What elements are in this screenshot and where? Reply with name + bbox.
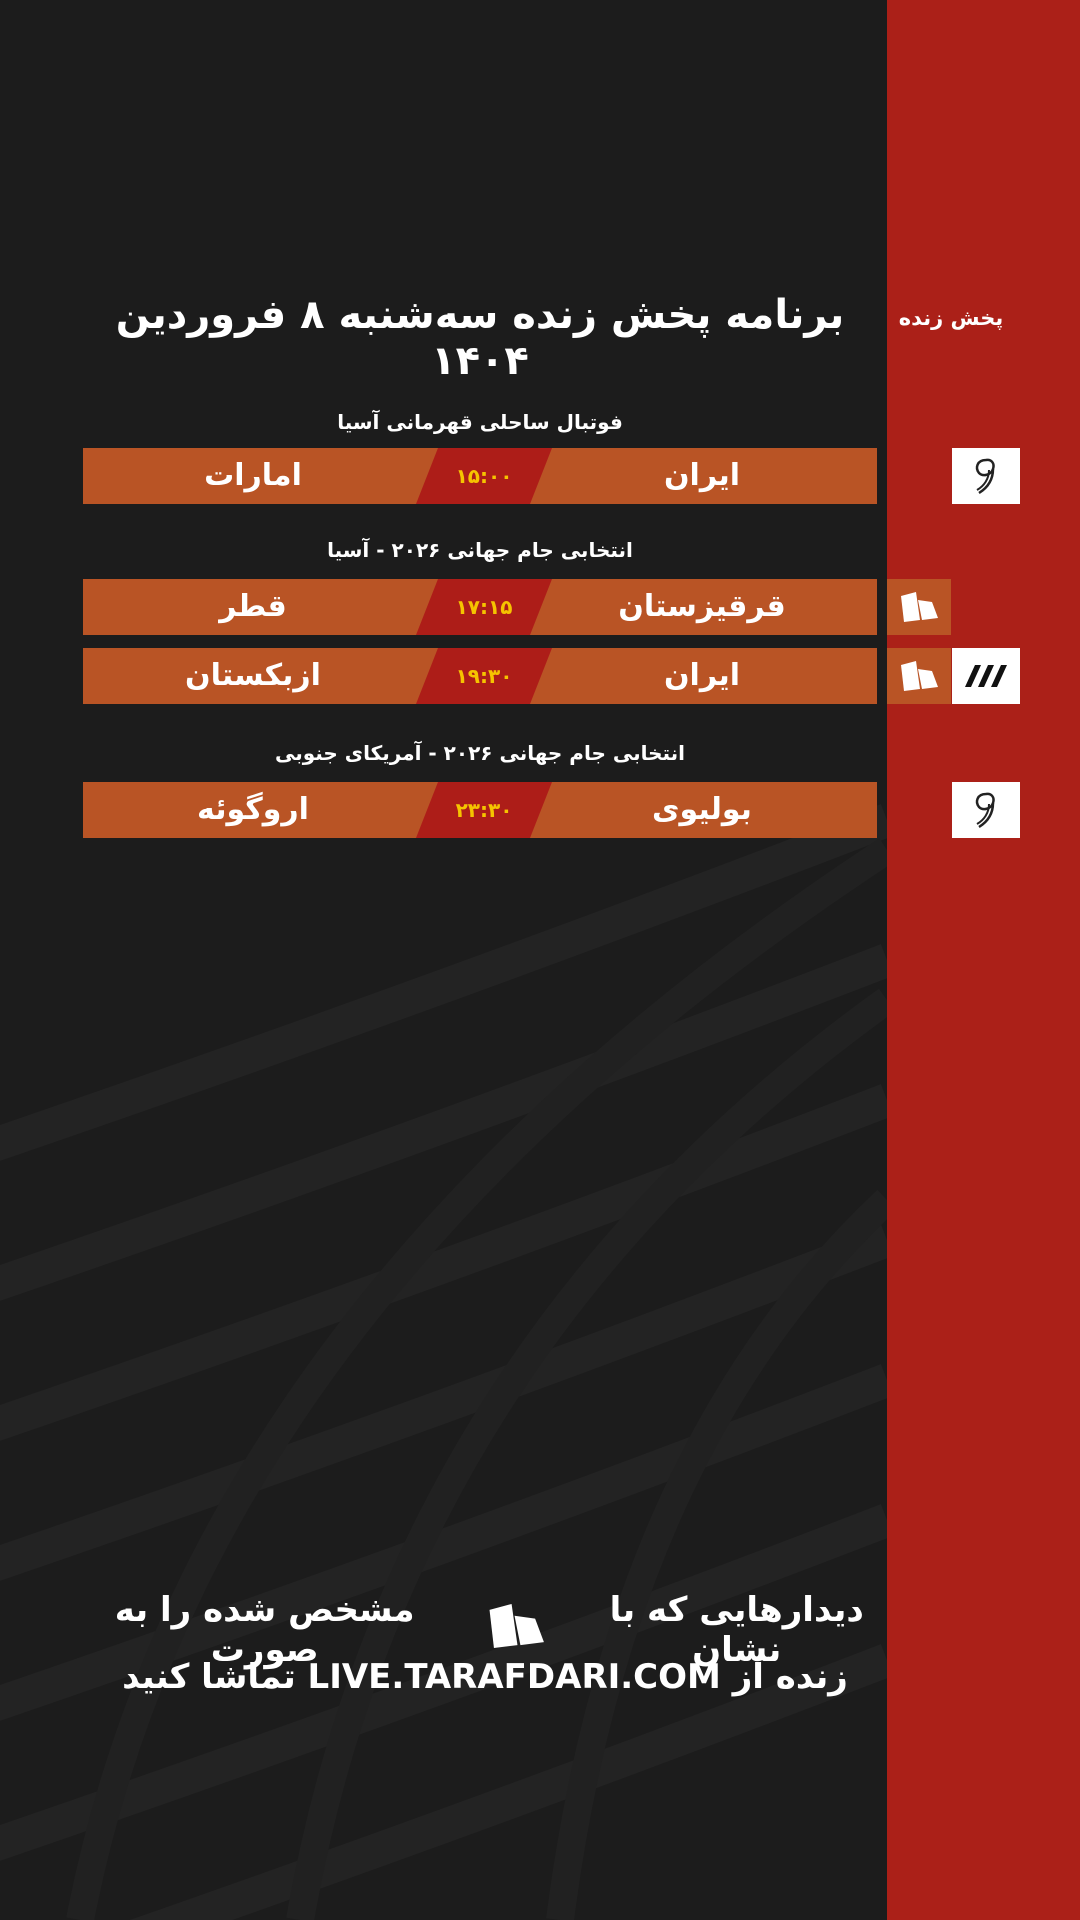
away-team: امارات [204, 458, 302, 493]
home-team: ایران [663, 458, 741, 493]
match-row[interactable] [83, 782, 877, 838]
varzesh-channel-icon [952, 782, 1020, 838]
away-team: اروگوئه [197, 792, 309, 827]
match-time: ۱۹:۳۰ [455, 664, 513, 688]
match-time: ۲۳:۳۰ [455, 798, 513, 822]
match-time: ۱۵:۰۰ [455, 464, 513, 488]
competition-title: انتخابی جام جهانی ۲۰۲۶ - آمریکای جنوبی [274, 741, 686, 765]
match-row[interactable] [83, 648, 877, 704]
sidebar [887, 0, 1080, 1920]
competition-title: انتخابی جام جهانی ۲۰۲۶ - آسیا [327, 538, 633, 562]
footer-text-after-icon: مشخص شده را به صورت [114, 1590, 415, 1670]
tarafdari-flag-icon [485, 1601, 547, 1660]
live-label: پخش زنده [898, 306, 1004, 330]
page-title: برنامه پخش زنده سه‌شنبه ۸ فروردین ۱۴۰۴ [115, 292, 845, 384]
channel-3-icon [952, 648, 1020, 704]
tarafdari-flag-icon [887, 579, 951, 635]
match-row[interactable] [83, 579, 877, 635]
competition-title: فوتبال ساحلی قهرمانی آسیا [337, 410, 623, 434]
home-team: قرقیزستان [618, 589, 786, 624]
home-team: بولیوی [652, 792, 752, 827]
footer-text-before-icon: دیدارهایی که با نشان [609, 1590, 864, 1670]
match-time: ۱۷:۱۵ [455, 595, 513, 619]
home-team: ایران [663, 658, 741, 693]
away-team: قطر [219, 589, 287, 624]
match-row[interactable] [83, 448, 877, 504]
footer-text-line-2: زنده از LIVE.TARAFDARI.COM تماشا کنید [122, 1657, 848, 1697]
tarafdari-flag-icon [887, 648, 951, 704]
away-team: ازبکستان [185, 658, 321, 693]
varzesh-channel-icon [952, 448, 1020, 504]
footer-line-2 [60, 1657, 910, 1697]
